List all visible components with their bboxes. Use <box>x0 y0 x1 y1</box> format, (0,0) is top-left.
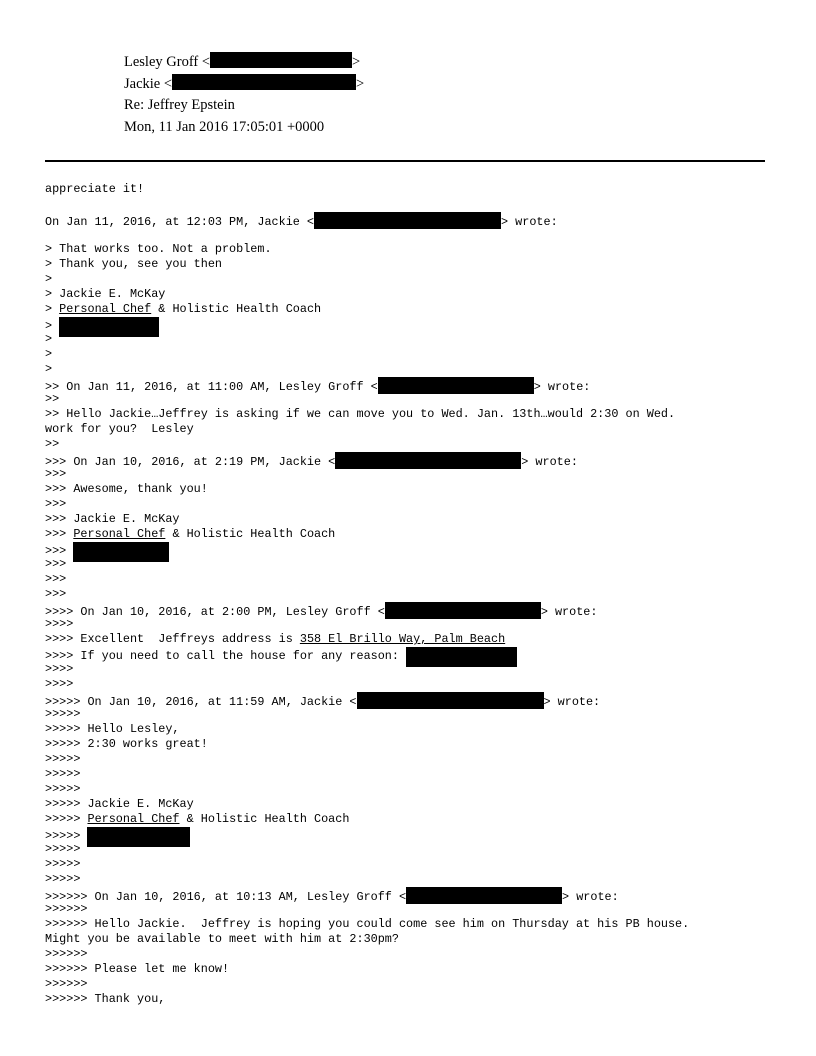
body-line: >>> <box>45 572 67 586</box>
body-line: >>>>>> On Jan 10, 2016, at 10:13 AM, Lesley Groff < > wrote: <box>45 887 785 902</box>
body-line: >> Hello Jackie…Jeffrey is asking if we can move you to Wed. Jan. 13th…would 2:30 on Wed. <box>45 407 676 421</box>
body-line: > Thank you, see you then <box>45 257 222 271</box>
body-line: >>>>> <box>45 707 81 721</box>
body-line: >>>>> <box>45 782 81 796</box>
redaction-box <box>314 212 501 229</box>
body-line: >>>>>> <box>45 902 88 916</box>
body-line: >> On Jan 11, 2016, at 11:00 AM, Lesley Groff < > wrote: <box>45 377 785 392</box>
body-line: >>>>> On Jan 10, 2016, at 11:59 AM, Jackie < > wrote: <box>45 692 785 707</box>
redaction-box <box>406 647 517 667</box>
body-line <box>45 197 785 212</box>
redaction-box <box>87 827 190 847</box>
body-line: > Personal Chef & Holistic Health Coach <box>45 302 322 316</box>
body-line: >> <box>45 392 60 406</box>
body-line: >>>>> Hello Lesley, <box>45 722 180 736</box>
body-line: >>> Awesome, thank you! <box>45 482 208 496</box>
body-line: >>>>> Personal Chef & Holistic Health Coach <box>45 812 350 826</box>
redaction-box <box>406 887 562 904</box>
body-line: >>>> <box>45 677 74 691</box>
body-line: >>> <box>45 587 67 601</box>
body-line: > Jackie E. McKay <box>45 287 166 301</box>
redaction-box <box>73 542 169 562</box>
body-line: work for you? Lesley <box>45 422 194 436</box>
body-line: >>>> On Jan 10, 2016, at 2:00 PM, Lesley Groff < > wrote: <box>45 602 785 617</box>
body-line: >>>>>> Please let me know! <box>45 962 230 976</box>
body-line: >>>> If you need to call the house for any reason: <box>45 647 785 662</box>
body-line: >>> Personal Chef & Holistic Health Coach <box>45 527 336 541</box>
body-line: >>>> <box>45 662 74 676</box>
body-line: >>>>> Jackie E. McKay <box>45 797 194 811</box>
body-line: >>>> Excellent Jeffreys address is 358 El Brillo Way, Palm Beach <box>45 632 506 646</box>
body-line: >>>>> <box>45 827 785 842</box>
body-line: >>>>> <box>45 752 81 766</box>
redaction-box <box>357 692 544 709</box>
body-line: > <box>45 272 53 286</box>
redaction-box <box>335 452 521 469</box>
body-line: >>> Jackie E. McKay <box>45 512 180 526</box>
redaction-box <box>59 317 159 337</box>
body-line <box>45 227 785 242</box>
body-line: > <box>45 362 53 376</box>
to-value: Jackie < > <box>124 76 365 92</box>
body-line: >>>>> <box>45 767 81 781</box>
body-line: >>>> <box>45 617 74 631</box>
body-line: >>>>>> Thank you, <box>45 992 166 1006</box>
redaction-box <box>385 602 541 619</box>
redaction-box <box>210 52 352 68</box>
body-line: >>> <box>45 497 67 511</box>
date-value: Mon, 11 Jan 2016 17:05:01 +0000 <box>124 119 325 135</box>
body-line: >>> On Jan 10, 2016, at 2:19 PM, Jackie < > wrote: <box>45 452 785 467</box>
header-divider <box>45 160 765 162</box>
body-line: >>>>> <box>45 857 81 871</box>
redaction-box <box>172 74 356 90</box>
body-line: >>>>>> <box>45 977 88 991</box>
body-line: Might you be available to meet with him at 2:30pm? <box>45 932 399 946</box>
body-line: >>>>> <box>45 842 81 856</box>
body-line: appreciate it! <box>45 182 145 196</box>
body-line: >>>>>> <box>45 947 88 961</box>
body-line: >>>>> <box>45 872 81 886</box>
body-line: > <box>45 332 53 346</box>
email-body <box>45 182 785 1007</box>
body-line: >>> <box>45 542 785 557</box>
body-line: > That works too. Not a problem. <box>45 242 272 256</box>
body-line: > <box>45 317 785 332</box>
subject-value: Re: Jeffrey Epstein <box>124 97 235 113</box>
body-line: >>> <box>45 557 67 571</box>
body-line: >>>>>> Hello Jackie. Jeffrey is hoping you could come see him on Thursday at his PB house. <box>45 917 690 931</box>
body-line: >> <box>45 437 60 451</box>
body-line: > <box>45 347 53 361</box>
body-line: On Jan 11, 2016, at 12:03 PM, Jackie < > wrote: <box>45 212 785 227</box>
redaction-box <box>378 377 534 394</box>
body-line: >>>>> 2:30 works great! <box>45 737 208 751</box>
from-value: Lesley Groff < > <box>124 54 361 70</box>
body-line: >>> <box>45 467 67 481</box>
